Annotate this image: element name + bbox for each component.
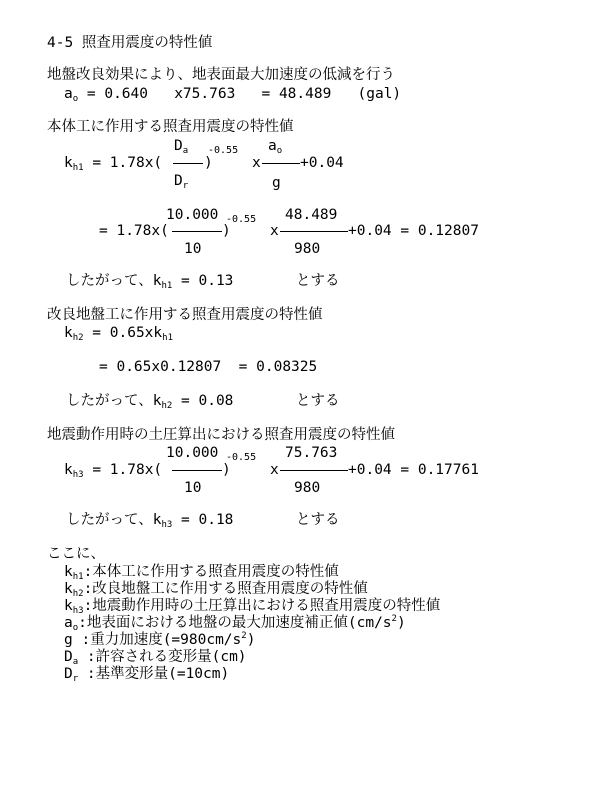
a0-symbol: a [64, 86, 73, 102]
dr-symbol: D [174, 173, 183, 189]
fraction-bar-a0-g [262, 163, 300, 164]
legend-symbol: k [64, 564, 73, 580]
legend-symbol-subscript: r [72, 674, 79, 684]
a0-subscript: o [72, 94, 79, 104]
kh1-subscript: h1 [72, 163, 84, 173]
eq1-close-paren: ) [204, 155, 213, 171]
eq3-times: x [270, 462, 279, 478]
section3-conclusion [66, 392, 233, 412]
fraction-bar-eq2-a [172, 231, 222, 232]
eq2-times: x [270, 223, 279, 239]
legend-description: :基準変形量(=10cm) [78, 666, 230, 682]
section4-conclusion-suffix: とする [296, 512, 340, 528]
eq3-exponent: -0.55 [226, 452, 257, 463]
conclusion-subscript: h1 [161, 281, 173, 291]
legend-tail: ) [246, 632, 256, 648]
f2-denominator: g [272, 175, 281, 191]
kh2-equation-line2: = 0.65x0.12807 = 0.08325 [99, 359, 318, 375]
f1-numerator [174, 137, 188, 157]
legend-description: :改良地盤工に作用する照査用震度の特性値 [83, 581, 368, 597]
legend-description: :地表面における地盤の最大加速度補正値(cm/s [78, 615, 392, 631]
legend-superscript: 2 [391, 614, 397, 624]
eq3-close-paren: ) [222, 462, 231, 478]
kh2-eq1: = 0.65xk [83, 325, 163, 341]
eq2-coef: = 1.78x( [99, 223, 169, 239]
legend-symbol: D [64, 666, 73, 682]
f2-numerator [268, 137, 282, 157]
kh3-subscript: h3 [72, 470, 84, 480]
conclusion-value: = 0.13 [172, 273, 234, 289]
legend-tail: ) [396, 615, 406, 631]
section3-conclusion-suffix: とする [296, 393, 340, 409]
legend-description: :重力加速度(=980cm/s [72, 632, 242, 648]
legend-symbol: D [64, 649, 73, 665]
section4-conclusion [66, 511, 233, 531]
fraction-bar-eq3-b [280, 470, 348, 471]
conclusion-subscript: h2 [161, 401, 173, 411]
section1-expr: = 0.640 x75.763 = 48.489 (gal) [86, 86, 402, 102]
legend-intro: ここに、 [47, 546, 105, 562]
conclusion-text: したがって、k [66, 512, 162, 528]
eq1-coef: = 1.78x( [92, 155, 163, 171]
eq1-plus: +0.04 [300, 155, 344, 171]
eq2-exponent: -0.55 [226, 214, 257, 225]
conclusion-value: = 0.18 [172, 512, 234, 528]
conclusion-text: したがって、k [66, 393, 162, 409]
legend-symbol: k [64, 581, 73, 597]
dr-subscript: r [182, 181, 189, 191]
legend-symbol: g [64, 632, 73, 648]
legend-symbol-subscript: h1 [72, 572, 84, 582]
kh3-equation [64, 461, 162, 481]
da-subscript: a [182, 146, 189, 156]
eq3-num-a: 10.000 [166, 445, 219, 461]
section1-equation [64, 85, 401, 105]
eq2-num-b: 48.489 [285, 207, 338, 223]
legend-symbol: k [64, 598, 73, 614]
conclusion-value: = 0.08 [172, 393, 234, 409]
eq3-result: +0.04 = 0.17761 [348, 462, 479, 478]
kh2-eq1-subscript: h1 [162, 333, 173, 343]
eq2-den-a: 10 [184, 241, 202, 257]
a0-num-subscript: o [276, 146, 283, 156]
kh1-symbol: k [64, 155, 73, 171]
kh1-equation-line1 [64, 154, 162, 174]
kh2-symbol: k [64, 325, 73, 341]
da-symbol: D [174, 138, 183, 154]
eq3-den-b: 980 [294, 480, 321, 496]
section2-title: 本体工に作用する照査用震度の特性値 [47, 119, 294, 135]
f1-denominator [174, 172, 188, 192]
page-title: 4-5 照査用震度の特性値 [47, 35, 213, 51]
legend-superscript: 2 [241, 631, 247, 641]
kh2-equation-line1 [64, 324, 173, 344]
eq1-times: x [252, 155, 261, 171]
eq3-coef: = 1.78x( [92, 462, 163, 478]
fraction-bar-eq2-b [280, 231, 348, 232]
eq2-result: +0.04 = 0.12807 [348, 223, 479, 239]
eq2-close-paren: ) [222, 223, 231, 239]
eq3-den-a: 10 [184, 480, 202, 496]
section2-conclusion [66, 272, 233, 292]
eq2-num-a: 10.000 [166, 207, 219, 223]
legend-description: :地震動作用時の土圧算出における照査用震度の特性値 [83, 598, 441, 614]
legend-description: :許容される変形量(cm) [78, 649, 247, 665]
legend-description: :本体工に作用する照査用震度の特性値 [83, 564, 339, 580]
conclusion-text: したがって、k [66, 273, 162, 289]
section2-conclusion-suffix: とする [296, 273, 340, 289]
legend-symbol-subscript: o [72, 623, 79, 633]
conclusion-subscript: h3 [161, 520, 173, 530]
fraction-bar-eq3-a [172, 470, 222, 471]
kh2-subscript: h2 [72, 333, 84, 343]
section3-title: 改良地盤工に作用する照査用震度の特性値 [47, 307, 323, 323]
f1-exponent: -0.55 [208, 145, 239, 156]
eq3-num-b: 75.763 [285, 445, 338, 461]
section1-title: 地盤改良効果により、地表面最大加速度の低減を行う [47, 67, 395, 83]
legend-symbol: a [64, 615, 73, 631]
legend-symbol-subscript: a [72, 657, 79, 667]
fraction-bar-da-dr [173, 163, 203, 164]
a0-num-symbol: a [268, 138, 277, 154]
legend-item [64, 665, 229, 685]
legend-symbol-subscript: h3 [72, 606, 84, 616]
section4-title: 地震動作用時の土圧算出における照査用震度の特性値 [47, 427, 395, 443]
kh3-symbol: k [64, 462, 73, 478]
legend-symbol-subscript: h2 [72, 589, 84, 599]
eq2-den-b: 980 [294, 241, 321, 257]
